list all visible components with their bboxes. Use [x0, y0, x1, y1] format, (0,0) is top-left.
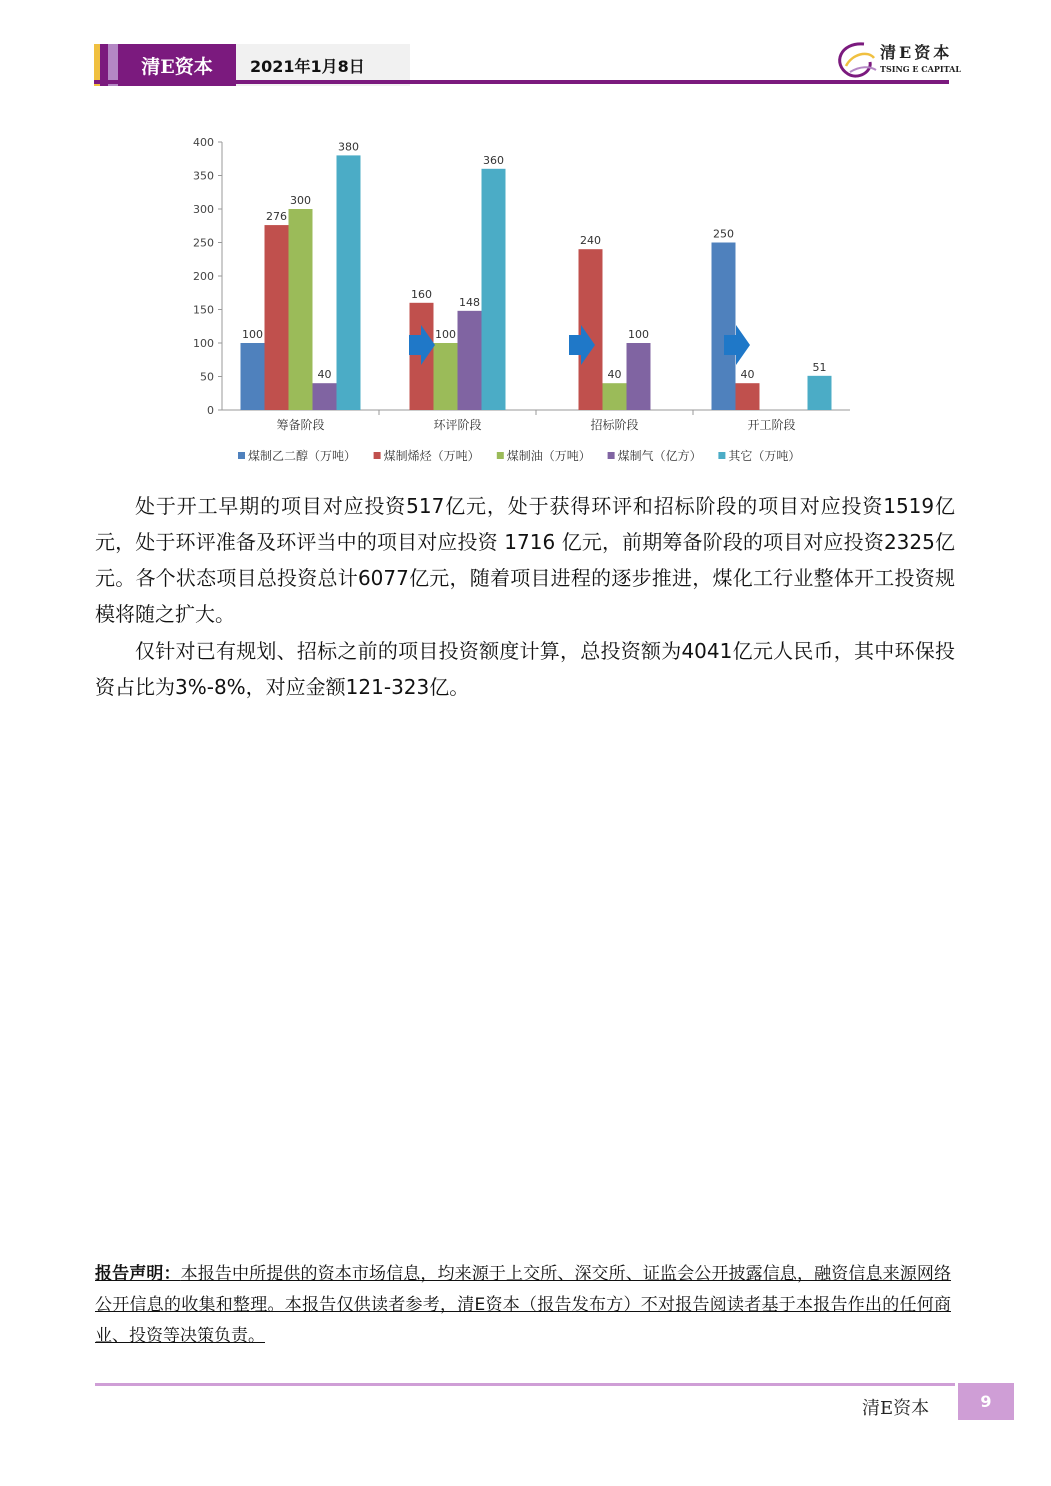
bar-value-label: 40	[740, 368, 755, 382]
y-tick-label: 300	[193, 203, 214, 216]
bar-value-label: 148	[459, 295, 480, 309]
chart-legend	[238, 448, 800, 463]
legend-swatch	[374, 452, 381, 459]
bar	[434, 343, 458, 410]
bar	[313, 383, 337, 410]
y-tick-label: 250	[193, 236, 214, 250]
category-label: 环评阶段	[433, 418, 482, 432]
category-label: 招标阶段	[590, 418, 639, 432]
legend-entry: 其它（万吨）	[728, 449, 801, 463]
legend-entry: 煤制气（亿方）	[617, 449, 702, 463]
y-tick-label: 350	[193, 169, 214, 183]
bar	[808, 376, 832, 410]
category-label: 开工阶段	[747, 418, 796, 432]
bar	[712, 243, 736, 411]
bar	[736, 383, 760, 410]
bar-value-label: 100	[242, 328, 263, 341]
legend-swatch	[238, 452, 245, 459]
bar	[241, 343, 265, 410]
bar-value-label: 40	[607, 368, 622, 382]
y-tick-label: 0	[207, 404, 214, 417]
bar-value-label: 100	[628, 328, 649, 341]
bar	[458, 311, 482, 410]
bar-value-label: 380	[338, 140, 359, 154]
bar-value-label: 276	[266, 210, 287, 224]
bar-value-label: 250	[713, 227, 734, 241]
header-underline	[94, 80, 949, 84]
y-tick-label: 200	[193, 270, 214, 283]
header-brand: 清E资本	[118, 44, 236, 86]
y-tick-label: 150	[193, 303, 214, 317]
footer-line	[95, 1383, 955, 1386]
y-tick-label: 100	[193, 337, 214, 350]
bar	[603, 383, 627, 410]
legend-swatch	[718, 452, 725, 459]
header-date: 2021年1月8日	[236, 44, 410, 86]
legend-swatch	[608, 452, 615, 459]
bar-value-label: 240	[580, 234, 601, 248]
legend-entry: 煤制油（万吨）	[506, 449, 591, 463]
legend-entry: 煤制烯烃（万吨）	[383, 449, 480, 463]
bar-value-label: 160	[411, 287, 432, 301]
legend-entry: 煤制乙二醇（万吨）	[248, 449, 357, 463]
report-disclaimer	[95, 1259, 951, 1352]
bar	[265, 225, 289, 410]
project-stage-bar-chart	[180, 130, 870, 480]
logo-english-text: TSING E CAPITAL	[880, 64, 961, 74]
bar-value-label: 300	[290, 194, 311, 207]
body-paragraph-1: 处于开工早期的项目对应投资517亿元，处于获得环评和招标阶段的项目对应投资1519亿元，处于环评准备及环评当中的项目对应投资 1716 亿元，前期筹备阶段的项目对应投资2325亿元。各个状态项目总投资总计6077亿元，随着项目进程的逐步推进，煤化工行业整体开工投资规模将随之扩大。	[95, 494, 955, 626]
bar	[482, 169, 506, 410]
disclaimer-text: 本报告中所提供的资本市场信息，均来源于上交所、深交所、证监会公开披露信息，融资信息来源网络公开信息的收集和整理。本报告仅供读者参考，清E资本（报告发布方）不对报告阅读者基于本报告作出的任何商业、投资等决策负责。	[95, 1264, 952, 1346]
page-number: 9	[958, 1383, 1014, 1420]
bar-value-label: 100	[435, 328, 456, 341]
disclaimer-label: 报告声明：	[95, 1264, 181, 1284]
legend-swatch	[497, 452, 504, 459]
bar	[627, 343, 651, 410]
bar-value-label: 51	[812, 360, 827, 374]
bar-value-label: 360	[483, 153, 504, 167]
bar	[337, 155, 361, 410]
bar-value-label: 40	[317, 368, 332, 382]
footer-brand: 清E资本	[862, 1398, 930, 1419]
category-label: 筹备阶段	[276, 418, 325, 432]
logo-chinese-text: 清E资本	[880, 43, 953, 62]
bar	[289, 209, 313, 410]
y-tick-label: 400	[193, 136, 214, 149]
y-tick-label: 50	[200, 370, 214, 384]
body-paragraph-2: 仅针对已有规划、招标之前的项目投资额度计算，总投资额为4041亿元人民币，其中环保投资占比为3%-8%，对应金额121-323亿。	[95, 639, 955, 699]
